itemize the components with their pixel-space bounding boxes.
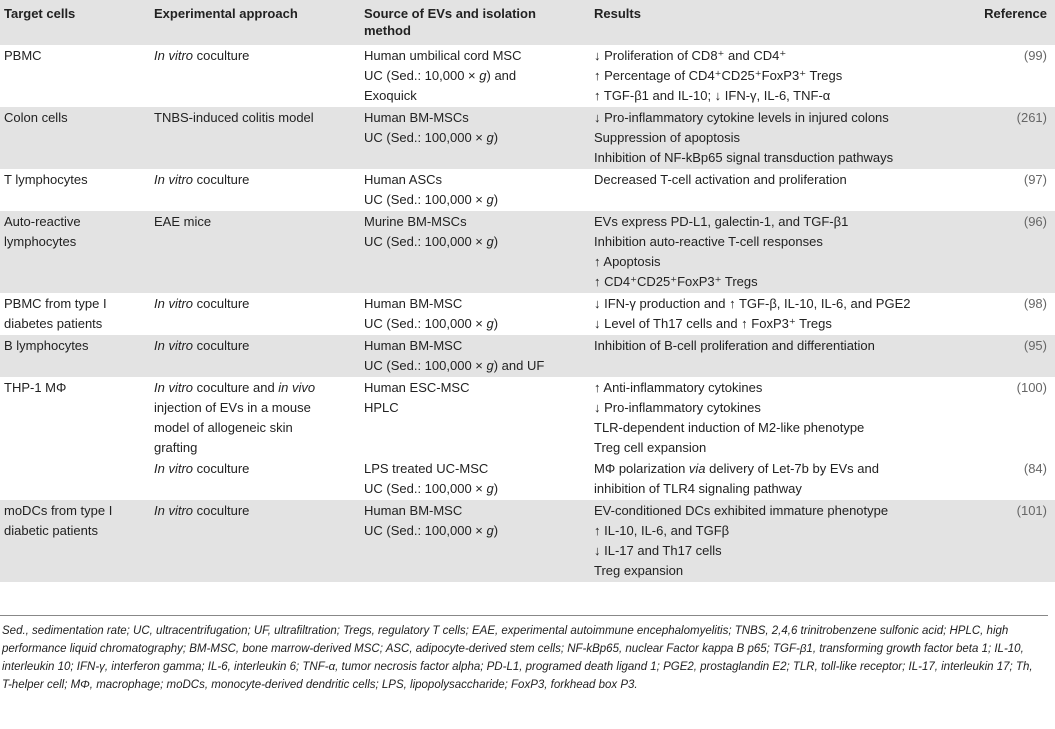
cell-source-line: UC (Sed.: 100,000 × g) [364,130,499,145]
cell-target-cells-line: Colon cells [4,110,68,125]
table-row [0,169,1055,211]
cell-experimental-approach-line: In vitro coculture [154,461,250,476]
cell-target-cells-line: B lymphocytes [4,338,89,353]
cell-target-cells [0,335,150,377]
cell-reference: (261) [1016,110,1047,125]
cell-experimental-approach-line: TNBS-induced colitis model [154,110,314,125]
cell-results-line: Treg expansion [594,563,684,578]
cell-results [590,293,970,335]
cell-experimental-approach [150,169,360,211]
cell-target-cells [0,377,150,459]
cell-results-line: ↑ CD4⁺CD25⁺FoxP3⁺ Tregs [594,274,758,289]
cell-reference: (96) [1023,214,1047,229]
cell-experimental-approach [150,335,360,377]
cell-target-cells-line: T lymphocytes [4,172,88,187]
cell-results [590,459,970,500]
cell-results [590,211,970,293]
cell-source-line: UC (Sed.: 10,000 × g) and [364,68,517,83]
cell-results-line: Inhibition of B-cell proliferation and differentiation [594,338,875,353]
cell-reference: (99) [1023,48,1047,63]
cell-reference: (101) [1016,503,1047,518]
cell-results [590,169,970,211]
cell-source-line: Human BM-MSC [364,338,463,353]
cell-reference: (98) [1023,296,1047,311]
cell-source [360,211,590,293]
cell-source [360,377,590,459]
table-footnote: Sed., sedimentation rate; UC, ultracentrifugation; UF, ultrafiltration; Tregs, regulatory T cells; EAE, experimental autoimmune encephalomyelitis; TNBS, 2,4,6 trinitrobenzene sulfonic acid; HPLC, high performance liquid chromatography; BM-MSC, bone marrow-derived MSC; ASC, adipocyte-derived stem cells; NF-kBp65, nuclear Factor kappa B p65; TGF-β1, transforming growth factor beta 1; IL-10, interleukin 10; IFN-γ, interferon gamma; IL-6, interleukin 6; TNF-α, tumor necrosis factor alpha; PD-L1, programed death ligand 1; PGE2, prostaglandin E2; TLR, toll-like receptor; IL-17, interleukin 17; Th, T-helper cell; MΦ, macrophage; moDCs, monocyte-derived dendritic cells; LPS, lipopolysaccharide; FoxP3, forkhead box P3. [0,615,1048,694]
cell-experimental-approach-line: EAE mice [154,214,212,229]
cell-source-line: HPLC [364,400,399,415]
cell-source-line: LPS treated UC-MSC [364,461,489,476]
cell-source-line: Human ESC-MSC [364,380,470,395]
cell-experimental-approach-line: model of allogeneic skin [154,420,293,435]
header-row [0,0,1055,45]
cell-results-line: ↓ Pro-inflammatory cytokine levels in injured colons [594,110,889,125]
cell-experimental-approach-line: In vitro coculture [154,48,250,63]
cell-results-line: ↑ Anti-inflammatory cytokines [594,380,763,395]
cell-source-line: UC (Sed.: 100,000 × g) [364,192,499,207]
cell-experimental-approach-line: In vitro coculture [154,172,250,187]
cell-target-cells [0,169,150,211]
cell-experimental-approach [150,293,360,335]
cell-target-cells-line: diabetic patients [4,523,98,538]
cell-source-line: Human umbilical cord MSC [364,48,522,63]
cell-reference: (84) [1023,461,1047,476]
cell-results-line: TLR-dependent induction of M2-like phenotype [594,420,865,435]
cell-results-line: ↑ Apoptosis [594,254,661,269]
cell-results-line: ↓ IFN-γ production and ↑ TGF-β, IL-10, IL-6, and PGE2 [594,296,911,311]
cell-source-line: UC (Sed.: 100,000 × g) [364,234,499,249]
table-row [0,45,1055,107]
cell-results-line: Suppression of apoptosis [594,130,740,145]
table-body [0,45,1055,582]
cell-target-cells [0,293,150,335]
cell-target-cells-line: moDCs from type I [4,503,113,518]
cell-results-line: ↑ IL-10, IL-6, and TGFβ [594,523,730,538]
cell-results [590,377,970,459]
cell-results-line: Treg cell expansion [594,440,707,455]
cell-results-line: ↑ TGF-β1 and IL-10; ↓ IFN-γ, IL-6, TNF-α [594,88,831,103]
cell-target-cells [0,107,150,169]
table-row [0,377,1055,459]
cell-results-line: inhibition of TLR4 signaling pathway [594,481,802,496]
cell-experimental-approach-line: In vitro coculture [154,296,250,311]
header-source-line-2: method [364,23,411,38]
cell-target-cells [0,211,150,293]
cell-source-line: Human BM-MSC [364,503,463,518]
cell-source-line: UC (Sed.: 100,000 × g) [364,481,499,496]
cell-results-line: ↓ IL-17 and Th17 cells [594,543,722,558]
cell-reference: (95) [1023,338,1047,353]
cell-reference: (100) [1016,380,1047,395]
cell-source-line: Human ASCs [364,172,443,187]
header-source-line-1: Source of EVs and isolation [364,6,536,21]
cell-source-line: UC (Sed.: 100,000 × g) [364,523,499,538]
cell-experimental-approach [150,211,360,293]
cell-results [590,45,970,107]
cell-source-line: Murine BM-MSCs [364,214,467,229]
header-reference: Reference [984,6,1047,21]
cell-source [360,293,590,335]
table-row [0,459,1055,500]
cell-results-line: Inhibition of NF-kBp65 signal transduction pathways [594,150,894,165]
cell-experimental-approach-line: In vitro coculture and in vivo [154,380,316,395]
cell-target-cells [0,500,150,582]
cell-source [360,169,590,211]
cell-source-line: UC (Sed.: 100,000 × g) and UF [364,358,545,373]
header-experimental-approach: Experimental approach [154,6,298,21]
cell-results-line: ↓ Level of Th17 cells and ↑ FoxP3⁺ Tregs [594,316,832,331]
header-results: Results [594,6,641,21]
cell-results-line: Decreased T-cell activation and proliferation [594,172,847,187]
cell-experimental-approach [150,377,360,459]
cell-source [360,335,590,377]
cell-target-cells-line: PBMC [4,48,42,63]
cell-results-line: EVs express PD-L1, galectin-1, and TGF-β1 [594,214,849,229]
cell-source [360,107,590,169]
cell-source-line: Human BM-MSC [364,296,463,311]
table-row [0,293,1055,335]
cell-source-line: UC (Sed.: 100,000 × g) [364,316,499,331]
cell-results-line: Inhibition auto-reactive T-cell responses [594,234,823,249]
cell-results-line: EV-conditioned DCs exhibited immature phenotype [594,503,889,518]
cell-results-line: ↑ Percentage of CD4⁺CD25⁺FoxP3⁺ Tregs [594,68,843,83]
cell-target-cells-line: PBMC from type I [4,296,107,311]
cell-experimental-approach-line: In vitro coculture [154,338,250,353]
cell-experimental-approach [150,107,360,169]
cell-source-line: Human BM-MSCs [364,110,469,125]
cell-experimental-approach-line: injection of EVs in a mouse [154,400,311,415]
cell-experimental-approach [150,500,360,582]
table-row [0,211,1055,293]
cell-results [590,500,970,582]
cell-source-line: Exoquick [364,88,417,103]
cell-results-line: ↓ Proliferation of CD8⁺ and CD4⁺ [594,48,787,63]
cell-source [360,45,590,107]
cell-target-cells [0,459,150,500]
cell-target-cells-line: THP-1 MΦ [4,380,67,395]
table-row [0,335,1055,377]
cell-reference: (97) [1023,172,1047,187]
header-target-cells: Target cells [4,6,76,21]
cell-target-cells-line: lymphocytes [4,234,77,249]
table-row [0,500,1055,582]
cell-target-cells-line: diabetes patients [4,316,103,331]
cell-results [590,107,970,169]
cell-results-line: MΦ polarization via delivery of Let-7b by EVs and [594,461,879,476]
header-source [360,0,590,45]
cell-experimental-approach-line: grafting [154,440,198,455]
cell-results [590,335,970,377]
cell-target-cells-line: Auto-reactive [4,214,81,229]
cell-source [360,459,590,500]
cell-experimental-approach [150,459,360,500]
cell-experimental-approach-line: In vitro coculture [154,503,250,518]
cell-results-line: ↓ Pro-inflammatory cytokines [594,400,761,415]
cell-target-cells [0,45,150,107]
cell-source [360,500,590,582]
table-row [0,107,1055,169]
cell-experimental-approach [150,45,360,107]
